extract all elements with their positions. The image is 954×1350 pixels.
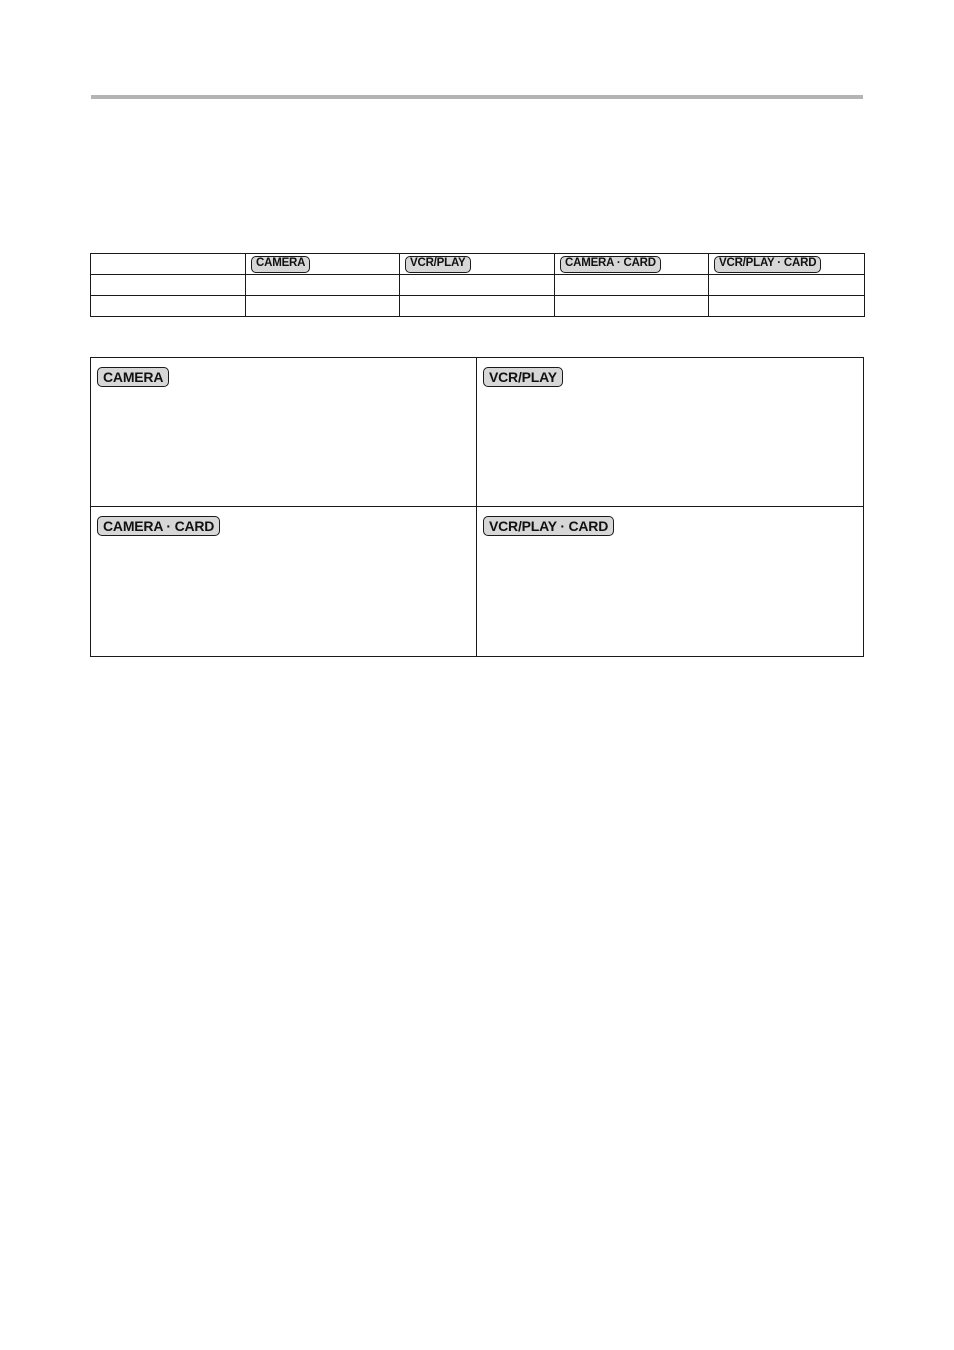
mode-badge-vcr-play: VCR/PLAY: [483, 367, 563, 387]
mode-table: [90, 253, 865, 317]
table-row: [91, 296, 865, 317]
table-cell: [91, 254, 246, 275]
mode-badge-vcr-play-card: VCR/PLAY · CARD: [483, 516, 614, 536]
table-header-row: [91, 254, 865, 275]
mode-badge-camera: CAMERA: [97, 367, 169, 387]
table-cell: [709, 254, 865, 275]
table-cell: [400, 275, 555, 296]
mode-badge-vcr-play: VCR/PLAY: [405, 256, 471, 273]
table-cell: [555, 275, 709, 296]
mode-badge-camera-card: CAMERA · CARD: [560, 256, 661, 273]
grid-cell-camera-card: [91, 507, 477, 656]
grid-cell-camera: [91, 358, 477, 507]
table-row: [91, 275, 865, 296]
table-cell: [400, 296, 555, 317]
table-cell: [246, 254, 400, 275]
grid-cell-vcr-play-card: [477, 507, 863, 656]
table-cell: [555, 296, 709, 317]
mode-badge-camera: CAMERA: [251, 256, 310, 273]
table-cell: [400, 254, 555, 275]
table-cell: [555, 254, 709, 275]
grid-cell-vcr-play: [477, 358, 863, 507]
mode-badge-camera-card: CAMERA · CARD: [97, 516, 220, 536]
header-rule: [91, 95, 863, 99]
table-cell: [91, 275, 246, 296]
table-cell: [246, 275, 400, 296]
table-cell: [709, 275, 865, 296]
table-cell: [246, 296, 400, 317]
mode-grid: [90, 357, 864, 657]
table-cell: [709, 296, 865, 317]
mode-badge-vcr-play-card: VCR/PLAY · CARD: [714, 256, 821, 273]
table-cell: [91, 296, 246, 317]
